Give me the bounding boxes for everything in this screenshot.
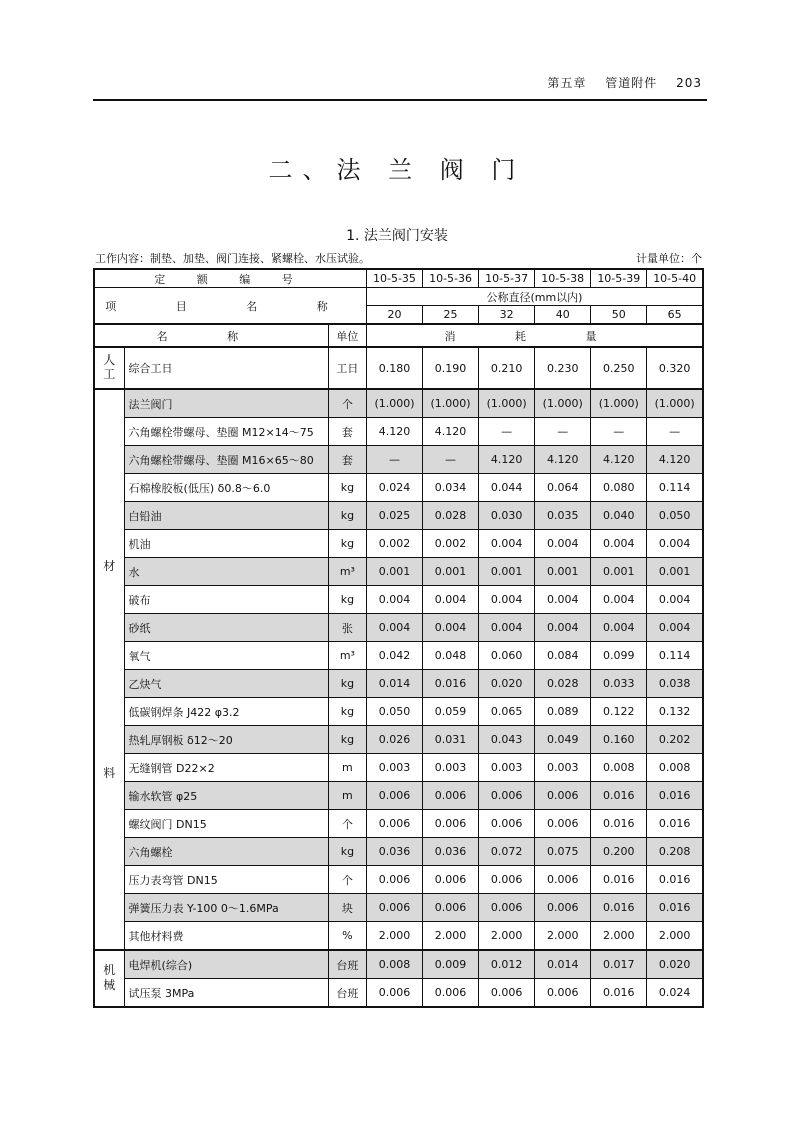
consumption-value: 0.028 [423, 502, 479, 530]
section-title: 二、法 兰 阀 门 [268, 156, 526, 184]
consumption-value: 0.004 [479, 530, 535, 558]
consumption-value: 0.006 [479, 810, 535, 838]
consumption-value: 0.008 [591, 754, 647, 782]
table-row [94, 474, 703, 502]
item-unit: m [328, 754, 366, 782]
consumption-value: 0.003 [366, 754, 422, 782]
item-name: 压力表弯管 DN15 [124, 866, 328, 894]
consumption-value: 0.006 [479, 782, 535, 810]
table-row [94, 726, 703, 754]
item-name-label: 项 目 名 称 [94, 288, 366, 325]
consumption-value: 0.202 [647, 726, 703, 754]
consumption-value: 0.320 [647, 347, 703, 389]
consumption-value: 0.208 [647, 838, 703, 866]
consumption-value: 0.001 [591, 558, 647, 586]
table-row [94, 502, 703, 530]
consumption-value: 0.006 [366, 782, 422, 810]
consumption-value: 0.003 [535, 754, 591, 782]
consumption-value: 0.003 [479, 754, 535, 782]
diameter: 65 [647, 306, 703, 325]
item-unit: m [328, 782, 366, 810]
consumption-value: 0.064 [535, 474, 591, 502]
item-name: 石棉橡胶板(低压) δ0.8～6.0 [124, 474, 328, 502]
consumption-value: 0.230 [535, 347, 591, 389]
consumption-value: 0.004 [591, 530, 647, 558]
item-name: 输水软管 φ25 [124, 782, 328, 810]
consumption-value: 0.016 [591, 810, 647, 838]
item-unit: 个 [328, 389, 366, 418]
consumption-value: 0.001 [366, 558, 422, 586]
consumption-value: 0.012 [479, 950, 535, 979]
consumption-value: 0.099 [591, 642, 647, 670]
item-name: 螺纹阀门 DN15 [124, 810, 328, 838]
consumption-value: 2.000 [423, 922, 479, 951]
consumption-value: 0.089 [535, 698, 591, 726]
consumption-value: 0.036 [423, 838, 479, 866]
consumption-value: (1.000) [479, 389, 535, 418]
consumption-value: 0.004 [479, 614, 535, 642]
quota-code: 10-5-37 [479, 269, 535, 288]
consumption-value: 0.006 [535, 979, 591, 1008]
table-row [94, 670, 703, 698]
table-row [94, 838, 703, 866]
measurement-unit: 计量单位：个 [636, 252, 702, 265]
consumption-value: 4.120 [591, 446, 647, 474]
consumption-value: (1.000) [647, 389, 703, 418]
item-name: 六角螺栓 [124, 838, 328, 866]
consumption-value: 0.026 [366, 726, 422, 754]
category-label: 材 [103, 558, 116, 573]
consumption-value: 0.017 [591, 950, 647, 979]
item-name: 六角螺栓带螺母、垫圈 M12×14～75 [124, 418, 328, 446]
running-header [533, 74, 702, 91]
table-row [94, 446, 703, 474]
quota-code: 10-5-36 [423, 269, 479, 288]
table-row [94, 810, 703, 838]
consumption-value: 0.004 [479, 586, 535, 614]
consumption-value: 0.190 [423, 347, 479, 389]
table-row [94, 866, 703, 894]
item-name: 水 [124, 558, 328, 586]
table-row [94, 558, 703, 586]
labor-category [94, 347, 124, 389]
table-row [94, 782, 703, 810]
consumption-value: 0.006 [423, 866, 479, 894]
item-unit: 套 [328, 418, 366, 446]
quota-code: 10-5-38 [535, 269, 591, 288]
consumption-value: 0.024 [647, 979, 703, 1008]
consumption-value: 0.004 [647, 614, 703, 642]
consumption-value: 4.120 [647, 446, 703, 474]
consumption-value: 0.031 [423, 726, 479, 754]
item-unit: 个 [328, 866, 366, 894]
consumption-value: 0.114 [647, 474, 703, 502]
category-label: 料 [103, 765, 116, 780]
item-unit: 台班 [328, 950, 366, 979]
consumption-value: 0.114 [647, 642, 703, 670]
spec-label: 公称直径(mm以内) [366, 288, 703, 306]
item-name: 电焊机(综合) [124, 950, 328, 979]
consumption-value: 0.006 [479, 894, 535, 922]
unit-column-header: 单位 [328, 324, 366, 347]
consumption-value: 0.016 [591, 979, 647, 1008]
item-unit: kg [328, 530, 366, 558]
quota-code: 10-5-39 [591, 269, 647, 288]
table-row [94, 530, 703, 558]
consumption-value: — [479, 418, 535, 446]
item-name: 机油 [124, 530, 328, 558]
item-name: 热轧厚钢板 δ12～20 [124, 726, 328, 754]
consumption-value: 0.160 [591, 726, 647, 754]
consumption-value: 0.033 [591, 670, 647, 698]
consumption-value: 0.030 [479, 502, 535, 530]
consumption-value: 0.044 [479, 474, 535, 502]
consumption-value: (1.000) [423, 389, 479, 418]
consumption-value: 0.016 [647, 866, 703, 894]
chapter-number: 第五章 [547, 76, 587, 90]
quota-code-label: 定 额 编 号 [94, 269, 366, 288]
item-unit: kg [328, 502, 366, 530]
consumption-value: 0.016 [591, 866, 647, 894]
consumption-value: 0.250 [591, 347, 647, 389]
quota-table [93, 268, 704, 1008]
consumption-value: 0.001 [535, 558, 591, 586]
item-name: 低碳钢焊条 J422 φ3.2 [124, 698, 328, 726]
consumption-value: 0.006 [366, 979, 422, 1008]
subsection-title: 1. 法兰阀门安装 [346, 228, 448, 244]
diameter: 25 [423, 306, 479, 325]
consumption-value: 0.008 [366, 950, 422, 979]
consumption-value: 0.006 [423, 810, 479, 838]
consumption-value: 0.050 [366, 698, 422, 726]
item-name: 无缝钢管 D22×2 [124, 754, 328, 782]
consumption-value: 0.072 [479, 838, 535, 866]
consumption-value: 0.004 [366, 586, 422, 614]
table-row [94, 698, 703, 726]
consumption-value: 0.006 [535, 894, 591, 922]
consumption-value: 0.016 [423, 670, 479, 698]
table-row [94, 642, 703, 670]
item-name: 弹簧压力表 Y-100 0～1.6MPa [124, 894, 328, 922]
table-row [94, 418, 703, 446]
consumption-value: 0.035 [535, 502, 591, 530]
diameter: 50 [591, 306, 647, 325]
diameter: 32 [479, 306, 535, 325]
consumption-value: 0.050 [647, 502, 703, 530]
quota-code: 10-5-40 [647, 269, 703, 288]
table-row [94, 614, 703, 642]
page-number: 203 [676, 76, 702, 90]
chapter-title: 管道附件 [605, 76, 658, 90]
consumption-value: 0.028 [535, 670, 591, 698]
table-row [94, 950, 703, 979]
consumption-value: 2.000 [366, 922, 422, 951]
consumption-value: 0.034 [423, 474, 479, 502]
consumption-value: 0.042 [366, 642, 422, 670]
table-row [94, 586, 703, 614]
consumption-value: — [535, 418, 591, 446]
consumption-value: 4.120 [423, 418, 479, 446]
consumption-value: 0.016 [647, 810, 703, 838]
item-name: 砂纸 [124, 614, 328, 642]
consumption-value: 0.006 [535, 810, 591, 838]
consumption-value: 0.180 [366, 347, 422, 389]
item-unit: kg [328, 670, 366, 698]
consumption-value: — [647, 418, 703, 446]
item-unit: 台班 [328, 979, 366, 1008]
item-unit: 块 [328, 894, 366, 922]
consumption-value: 0.020 [647, 950, 703, 979]
consumption-value: 0.025 [366, 502, 422, 530]
table-row [94, 389, 703, 418]
consumption-value: (1.000) [535, 389, 591, 418]
consumption-value: 0.001 [479, 558, 535, 586]
item-unit: m³ [328, 642, 366, 670]
consumption-value: 0.084 [535, 642, 591, 670]
consumption-value: (1.000) [366, 389, 422, 418]
item-name: 白铅油 [124, 502, 328, 530]
consumption-value: 0.060 [479, 642, 535, 670]
consumption-value: 0.002 [366, 530, 422, 558]
item-unit: kg [328, 698, 366, 726]
consumption-value: 0.065 [479, 698, 535, 726]
consumption-value: 4.120 [366, 418, 422, 446]
consumption-value: 4.120 [535, 446, 591, 474]
category-spacer [97, 575, 122, 765]
item-name: 氧气 [124, 642, 328, 670]
consumption-value: — [423, 446, 479, 474]
consumption-value: 0.040 [591, 502, 647, 530]
item-unit: kg [328, 838, 366, 866]
consumption-value: 0.075 [535, 838, 591, 866]
diameter: 40 [535, 306, 591, 325]
consumption-value: 0.004 [366, 614, 422, 642]
category-label: 人工 [103, 352, 116, 382]
consumption-value: 0.059 [423, 698, 479, 726]
consumption-value: 2.000 [591, 922, 647, 951]
item-name: 乙炔气 [124, 670, 328, 698]
consumption-value: — [591, 418, 647, 446]
item-name: 其他材料费 [124, 922, 328, 951]
consumption-value: 0.020 [479, 670, 535, 698]
materials-category [94, 389, 124, 950]
consumption-value: 0.009 [423, 950, 479, 979]
consumption-value: 0.001 [647, 558, 703, 586]
consumption-value: 0.024 [366, 474, 422, 502]
consumption-header: 消 耗 量 [366, 324, 703, 347]
consumption-value: 0.004 [423, 586, 479, 614]
consumption-value: 0.200 [591, 838, 647, 866]
work-content: 工作内容：制垫、加垫、阀门连接、紧螺栓、水压试验。 [95, 252, 370, 265]
consumption-value: 0.006 [423, 979, 479, 1008]
consumption-value: 0.132 [647, 698, 703, 726]
item-unit: 套 [328, 446, 366, 474]
item-name: 综合工日 [124, 347, 328, 389]
item-unit: kg [328, 474, 366, 502]
consumption-value: 0.036 [366, 838, 422, 866]
table-row [94, 979, 703, 1008]
consumption-value: 0.004 [591, 614, 647, 642]
item-name: 六角螺栓带螺母、垫圈 M16×65～80 [124, 446, 328, 474]
machinery-category [94, 950, 124, 1007]
item-unit: 工日 [328, 347, 366, 389]
consumption-value: 2.000 [479, 922, 535, 951]
item-unit: kg [328, 726, 366, 754]
consumption-value: 0.006 [366, 810, 422, 838]
consumption-value: 0.049 [535, 726, 591, 754]
consumption-value: 0.008 [647, 754, 703, 782]
table-row [94, 754, 703, 782]
consumption-value: 0.006 [423, 782, 479, 810]
consumption-value: 0.080 [591, 474, 647, 502]
consumption-value: 0.003 [423, 754, 479, 782]
table-row [94, 894, 703, 922]
consumption-value: 0.016 [591, 894, 647, 922]
consumption-value: 0.048 [423, 642, 479, 670]
consumption-value: 0.002 [423, 530, 479, 558]
item-name: 试压泵 3MPa [124, 979, 328, 1008]
quota-code: 10-5-35 [366, 269, 422, 288]
consumption-value: 0.006 [479, 979, 535, 1008]
consumption-value: 0.043 [479, 726, 535, 754]
consumption-value: 0.122 [591, 698, 647, 726]
consumption-value: 0.038 [647, 670, 703, 698]
name-column-header: 名 称 [94, 324, 328, 347]
consumption-value: 0.016 [647, 782, 703, 810]
consumption-value: 0.006 [423, 894, 479, 922]
consumption-value: 0.004 [647, 530, 703, 558]
consumption-value: 0.004 [535, 586, 591, 614]
consumption-value: 0.004 [591, 586, 647, 614]
item-unit: kg [328, 586, 366, 614]
consumption-value: 0.006 [535, 866, 591, 894]
diameter: 20 [366, 306, 422, 325]
category-label: 机械 [103, 963, 116, 992]
consumption-value: 2.000 [535, 922, 591, 951]
consumption-value: 2.000 [647, 922, 703, 951]
item-unit: 个 [328, 810, 366, 838]
header-rule [93, 99, 707, 101]
item-unit: % [328, 922, 366, 951]
consumption-value: 0.001 [423, 558, 479, 586]
table-row [94, 347, 703, 389]
consumption-value: — [366, 446, 422, 474]
consumption-value: 0.006 [535, 782, 591, 810]
consumption-value: 0.006 [366, 894, 422, 922]
consumption-value: 0.016 [591, 782, 647, 810]
consumption-value: 0.014 [366, 670, 422, 698]
consumption-value: 4.120 [479, 446, 535, 474]
item-unit: 张 [328, 614, 366, 642]
item-name: 法兰阀门 [124, 389, 328, 418]
consumption-value: 0.004 [535, 530, 591, 558]
consumption-value: 0.210 [479, 347, 535, 389]
consumption-value: 0.006 [366, 866, 422, 894]
consumption-value: 0.004 [535, 614, 591, 642]
item-unit: m³ [328, 558, 366, 586]
item-name: 破布 [124, 586, 328, 614]
consumption-value: (1.000) [591, 389, 647, 418]
consumption-value: 0.004 [423, 614, 479, 642]
consumption-value: 0.004 [647, 586, 703, 614]
consumption-value: 0.014 [535, 950, 591, 979]
consumption-value: 0.006 [479, 866, 535, 894]
consumption-value: 0.016 [647, 894, 703, 922]
table-row [94, 922, 703, 951]
